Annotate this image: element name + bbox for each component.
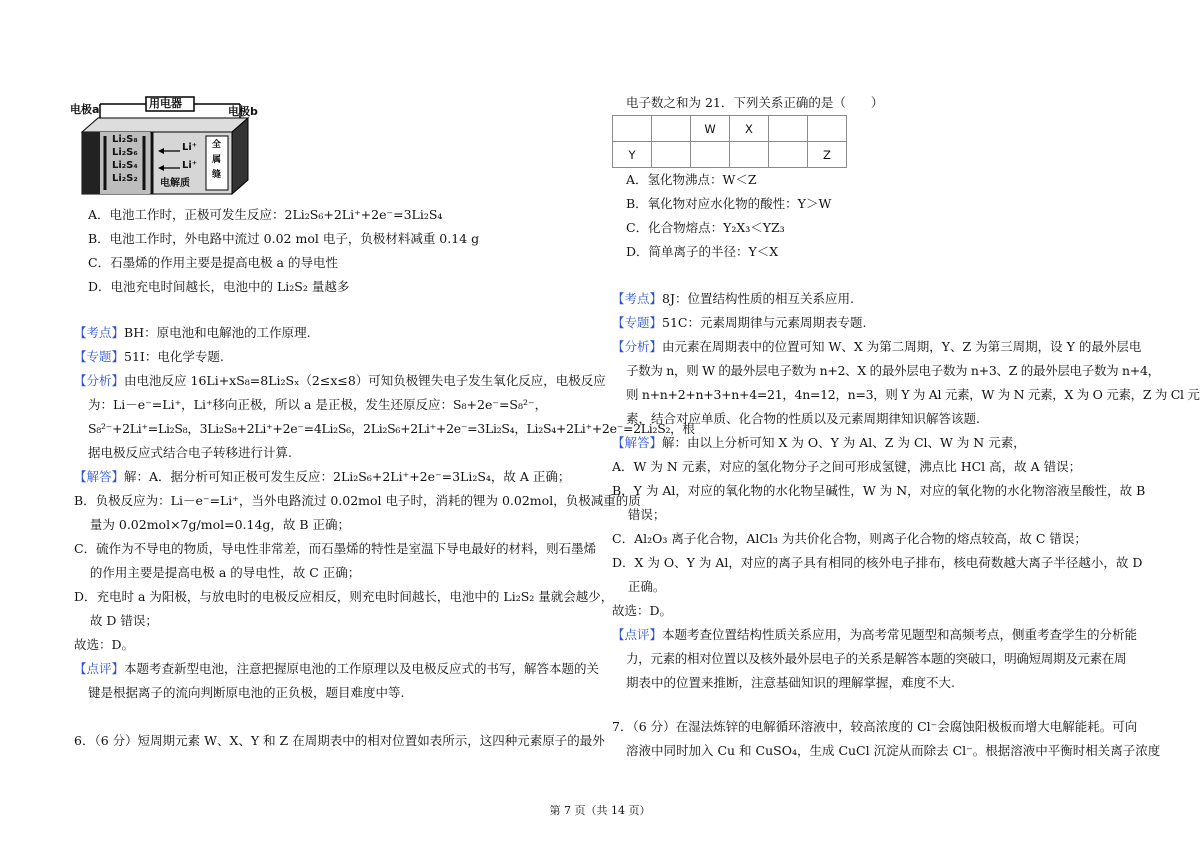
jieda-line: 量为 0.02mol×7g/mol=0.14g，故 B 正确；	[74, 517, 351, 532]
jieda-line: 正确。	[612, 579, 666, 594]
zhuanti-tag: 【专题】	[74, 349, 125, 364]
electrode-a-label: 电极a	[70, 103, 100, 116]
jieda-line: 故选：D。	[612, 603, 673, 618]
electrode-b-label: 电极b	[228, 105, 258, 118]
question-7-line: 溶液中同时加入 Cu 和 CuSO₄，生成 CuCl 沉淀从而除去 Cl⁻。根据溶液中平衡时相关离子浓度	[626, 743, 1161, 758]
table-cell	[769, 142, 808, 168]
dianping-tag: 【点评】	[612, 627, 663, 642]
li-ion-label-2: Li⁺	[182, 160, 198, 171]
table-row	[613, 142, 847, 168]
dianping-text: 本题考查新型电池，注意把握原电池的工作原理以及电极反应式的书写，解答本题的关	[124, 661, 600, 676]
jieda-line: B．负极反应为：Li－e⁻=Li⁺，当外电路流过 0.02mol 电子时，消耗的锂为 0.02mol，负极减重的质	[74, 493, 641, 508]
table-row	[613, 116, 847, 142]
zhuanti-left	[74, 349, 224, 365]
fenxi-line: 子数为 n，则 W 的最外层电子数为 n+2、X 的最外层电子数为 n+3、Z 的最外层电子数为 n+4，	[626, 363, 1160, 378]
question-6: 6．（6 分）短周期元素 W、X、Y 和 Z 在周期表中的相对位置如表所示，这四种元素原子的最外	[74, 733, 605, 748]
dianping-right	[612, 627, 1137, 643]
table-cell	[652, 142, 691, 168]
species-li2s4: Li₂S₄	[112, 160, 138, 171]
kaodian-tag: 【考点】	[74, 325, 125, 340]
page-footer: 第 7 页（共 14 页）	[549, 804, 651, 817]
dianping-line: 键是根据离子的流向判断原电池的正负极，题目难度中等.	[88, 685, 405, 700]
option-b-left: B．电池工作时，外电路中流过 0.02 mol 电子，负极材料减重 0.14 g	[88, 231, 480, 246]
collector-label: 全 属 缝	[212, 140, 222, 180]
kaodian-text: BH：原电池和电解池的工作原理.	[124, 325, 311, 340]
jieda-right	[612, 435, 1026, 451]
fenxi-line: 为：Li－e⁻=Li⁺，Li⁺移向正极，所以 a 是正极，发生还原反应：S₈+2e⁻=S₈²⁻，	[88, 397, 548, 412]
option-d-right: D．简单离子的半径：Y＜X	[626, 244, 779, 259]
zhuanti-right	[612, 315, 866, 331]
species-li2s2: Li₂S₂	[112, 173, 138, 184]
jieda-line: D．X 为 O、Y 为 Al，对应的离子具有相同的核外电子排布，核电荷数越大离子半径越小，故 D	[612, 555, 1143, 570]
jieda-line: B．Y 为 Al，对应的氧化物的水化物呈碱性，W 为 N，对应的氧化物的水化物溶液呈酸性，故 B	[612, 483, 1146, 498]
question-6-cont: 电子数之和为 21．下列关系正确的是（ ）	[626, 95, 884, 110]
jieda-line: A．W 为 N 元素，对应的氢化物分子之间可形成氢键，沸点比 HCl 高，故 A 错误；	[612, 459, 1082, 474]
fenxi-line: 据电极反应式结合电子转移进行计算.	[88, 445, 292, 460]
fenxi-line: 素，结合对应单质、化合物的性质以及元素周期律知识解答该题.	[626, 411, 980, 426]
option-c-left: C．石墨烯的作用主要是提高电极 a 的导电性	[88, 255, 338, 270]
jieda-line: 错误；	[612, 507, 666, 522]
fenxi-tag: 【分析】	[74, 373, 125, 388]
option-d-left: D．电池充电时间越长，电池中的 Li₂S₂ 量越多	[88, 279, 350, 294]
table-cell	[808, 116, 847, 142]
zhuanti-text: 51C：元素周期律与元素周期表专题.	[662, 315, 867, 330]
periodic-table-fragment	[612, 115, 847, 168]
fenxi-right	[612, 339, 1141, 355]
species-li2s6: Li₂S₆	[112, 147, 138, 158]
fenxi-line: S₈²⁻+2Li⁺=Li₂S₈，3Li₂S₈+2Li⁺+2e⁻=4Li₂S₆，2Li₂S₆+2Li⁺+2e⁻=3Li₂S₄，Li₂S₄+2Li⁺+2e⁻=2Li₂S₂，根	[88, 421, 695, 436]
kaodian-right	[612, 291, 854, 307]
jieda-line: C．硫作为不导电的物质，导电性非常差，而石墨烯的特性是室温下导电最好的材料，则石墨烯	[74, 541, 597, 556]
battery-diagram	[72, 96, 272, 206]
jieda-left	[74, 469, 570, 485]
table-cell	[691, 142, 730, 168]
option-c-right: C．化合物熔点：Y₂X₃＜YZ₃	[626, 220, 785, 235]
table-cell: Z	[808, 142, 847, 168]
option-b-right: B．氧化物对应水化物的酸性：Y＞W	[626, 196, 832, 211]
dianping-left	[74, 661, 599, 677]
jieda-tag: 【解答】	[612, 435, 663, 450]
dianping-text: 本题考查位置结构性质关系应用，为高考常见题型和高频考点，侧重考查学生的分析能	[662, 627, 1138, 642]
species-li2s8: Li₂S₈	[112, 134, 138, 145]
option-a-right: A．氢化物沸点：W＜Z	[626, 172, 757, 187]
fenxi-line: 则 n+n+2+n+3+n+4=21，4n=12，n=3，则 Y 为 Al 元素，W 为 N 元素，X 为 O 元素，Z 为 Cl 元	[626, 387, 1200, 402]
jieda-line: D．充电时 a 为阳极，与放电时的电极反应相反，则充电时间越长，电池中的 Li₂S₂ 量就会越少，	[74, 589, 614, 604]
fenxi-left	[74, 373, 606, 389]
jieda-line: 的作用主要是提高电极 a 的导电性，故 C 正确；	[74, 565, 361, 580]
jieda-line: C．Al₂O₃ 离子化合物，AlCl₃ 为共价化合物，则离子化合物的熔点较高，故 C 错误；	[612, 531, 1087, 546]
table-cell: X	[730, 116, 769, 142]
fenxi-tag: 【分析】	[612, 339, 663, 354]
electrolyte-label: 电解质	[160, 178, 190, 189]
dianping-tag: 【点评】	[74, 661, 125, 676]
fenxi-line: 由元素在周期表中的位置可知 W、X 为第二周期，Y、Z 为第三周期，设 Y 的最外层电	[662, 339, 1142, 354]
kaodian-text: 8J：位置结构性质的相互关系应用.	[662, 291, 854, 306]
question-7: 7．（6 分）在湿法炼锌的电解循环溶液中，较高浓度的 Cl⁻会腐蚀阳极板而增大电解能耗。可向	[612, 719, 1138, 734]
table-cell	[652, 116, 691, 142]
table-cell	[613, 116, 652, 142]
zhuanti-text: 51I：电化学专题.	[124, 349, 224, 364]
kaodian-left	[74, 325, 311, 341]
dianping-line: 力，元素的相对位置以及核外最外层电子的关系是解答本题的突破口，明确短周期及元素在周	[626, 651, 1127, 666]
option-a-left: A．电池工作时，正极可发生反应：2Li₂S₆+2Li⁺+2e⁻=3Li₂S₄	[88, 207, 443, 222]
zhuanti-tag: 【专题】	[612, 315, 663, 330]
jieda-text: 解：A．据分析可知正极可发生反应：2Li₂S₆+2Li⁺+2e⁻=3Li₂S₄，故 A 正确；	[124, 469, 571, 484]
jieda-line: 故 D 错误；	[74, 613, 158, 628]
load-label: 用电器	[149, 97, 182, 110]
table-cell	[730, 142, 769, 168]
jieda-line: 故选：D。	[74, 637, 135, 652]
jieda-text: 解：由以上分析可知 X 为 O、Y 为 Al、Z 为 Cl、W 为 N 元素，	[662, 435, 1026, 450]
jieda-tag: 【解答】	[74, 469, 125, 484]
kaodian-tag: 【考点】	[612, 291, 663, 306]
li-ion-label-1: Li⁺	[182, 142, 198, 153]
dianping-line: 期表中的位置来推断，注意基础知识的理解掌握，难度不大.	[626, 675, 955, 690]
table-cell: W	[691, 116, 730, 142]
fenxi-line: 由电池反应 16Li+xS₈=8Li₂Sₓ（2≤x≤8）可知负极锂失电子发生氧化反应，电极反应	[124, 373, 606, 388]
table-cell: Y	[613, 142, 652, 168]
table-cell	[769, 116, 808, 142]
